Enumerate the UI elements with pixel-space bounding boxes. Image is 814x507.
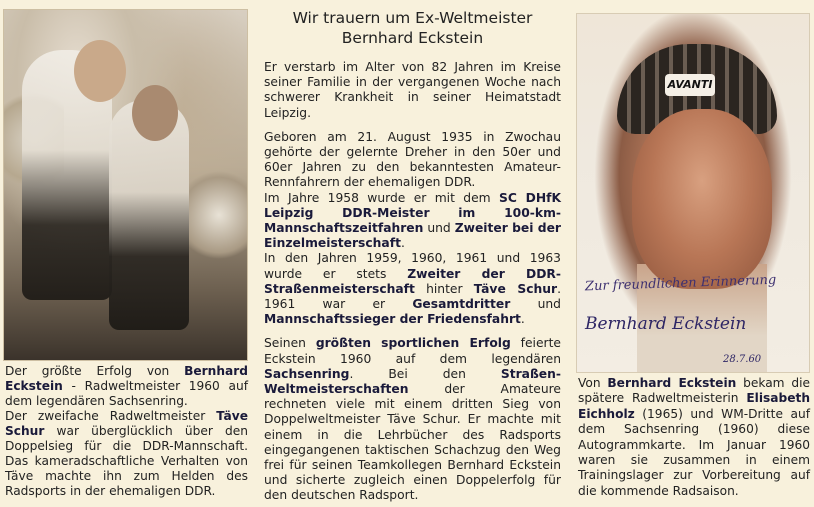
text: und (510, 297, 561, 312)
article-paragraph-2: Geboren am 21. August 1935 in Zwochau gehörte der gelernte Dreher in den 50er und 60er Jahren zu den bekanntesten Amateur-Rennfahrern der ehemaligen DDR. (264, 129, 561, 190)
article-paragraph-3 (264, 191, 561, 252)
title-line-1: Wir trauern um Ex-Weltmeister (292, 9, 533, 27)
text: feierte Eckstein 1960 auf dem legendären (264, 336, 561, 366)
text: bekam die spätere Radweltmeisterin (578, 376, 810, 406)
text-bold: SC DHfK Leipzig DDR-Meister im 100-km-Mannschaftszeitfahren (264, 190, 561, 236)
text: . 1961 war er (264, 281, 561, 312)
text: . (400, 236, 405, 251)
flower-bouquet (189, 160, 248, 270)
text-bold: Täve Schur (5, 409, 248, 438)
text: Der größte Erfolg von (5, 364, 185, 378)
caption-left (5, 364, 248, 499)
rider-face (632, 109, 772, 289)
text-bold: Elisabeth Eichholz (578, 391, 810, 421)
text: und (423, 221, 455, 236)
text: In den Jahren 1959, 1960, 1961 und 1963 wurde er stets (264, 251, 561, 281)
text: Seinen (264, 336, 316, 351)
autograph-dedication: Zur freundlichen Erinnerung (584, 272, 777, 295)
text: der Amateure rechneten viele mit einem dritten Sieg von Doppelweltmeister Täve Schur. Er machte mit einem in die Lehrbücher des Radsports eingegangenen taktischen Schachzug den Weg frei für seinen Teamkollegen Bernhard Eckstein und sicherte zugleich einen Doppelerfolg für den deutschen Radsport. (264, 382, 561, 503)
caption-left-paragraph-1 (5, 364, 248, 409)
article-paragraph-1: Er verstarb im Alter von 82 Jahren im Kreise seiner Familie in der vergangenen Woche nach schwerer Krankheit in seiner Heimatstadt Leipzig. (264, 60, 561, 120)
text-bold: Zweiter bei der Einzelmeisterschaft (264, 221, 561, 251)
text-bold: Bernhard Eckstein (607, 376, 737, 390)
text: hinter (414, 281, 474, 296)
rider-head-eckstein (74, 40, 126, 102)
text: (1965) und WM-Dritte auf dem Sachsenring (1960) diese Autogrammkarte. Im Januar 1960 waren sie zusammen in einem Trainingslager zur Vorbereitung auf die kommende Radsaison. (578, 406, 810, 498)
caption-right (578, 376, 810, 499)
text-bold: größten sportlichen Erfolg (315, 336, 511, 351)
caption-left-paragraph-2 (5, 409, 248, 499)
text-bold: Gesamtdritter (412, 297, 511, 312)
text: - Radweltmeister 1960 auf dem legendären Sachsenring. (5, 379, 248, 408)
text: Von (578, 376, 608, 390)
text-bold: Täve Schur (473, 281, 558, 296)
helmet-logo: AVANTI (665, 74, 715, 96)
article-paragraph-4 (264, 251, 561, 327)
text: . (520, 312, 525, 327)
article (264, 8, 561, 504)
text-bold: Sachsenring (264, 366, 350, 381)
article-title (264, 8, 561, 48)
text: Im Jahre 1958 wurde er mit dem (264, 190, 499, 205)
text-bold: Straßen-Weltmeisterschaften (264, 366, 561, 397)
text-bold: Zweiter der DDR-Straßenmeisterschaft (264, 266, 561, 296)
text: . Bei den (349, 366, 501, 381)
text: Der zweifache Radweltmeister (5, 409, 217, 423)
rider-head-schur (132, 85, 178, 141)
photo-autograph-card (576, 13, 810, 373)
text-bold: Bernhard Eckstein (5, 364, 248, 393)
autograph-date: 28.7.60 (723, 354, 762, 365)
article-paragraph-5 (264, 336, 561, 503)
text: war überglücklich über den Doppelsieg für die DDR-Mannschaft. Das kameradschaftliche Verhalten von Täve machte ihn zum Helden des Radsports in der ehemaligen DDR. (5, 424, 248, 498)
photo-eckstein-schur-podium (3, 9, 248, 361)
title-line-2: Bernhard Eckstein (341, 29, 484, 47)
autograph-signature: Bernhard Eckstein (585, 314, 747, 334)
text-bold: Mannschaftssieger der Friedensfahrt (264, 312, 521, 327)
